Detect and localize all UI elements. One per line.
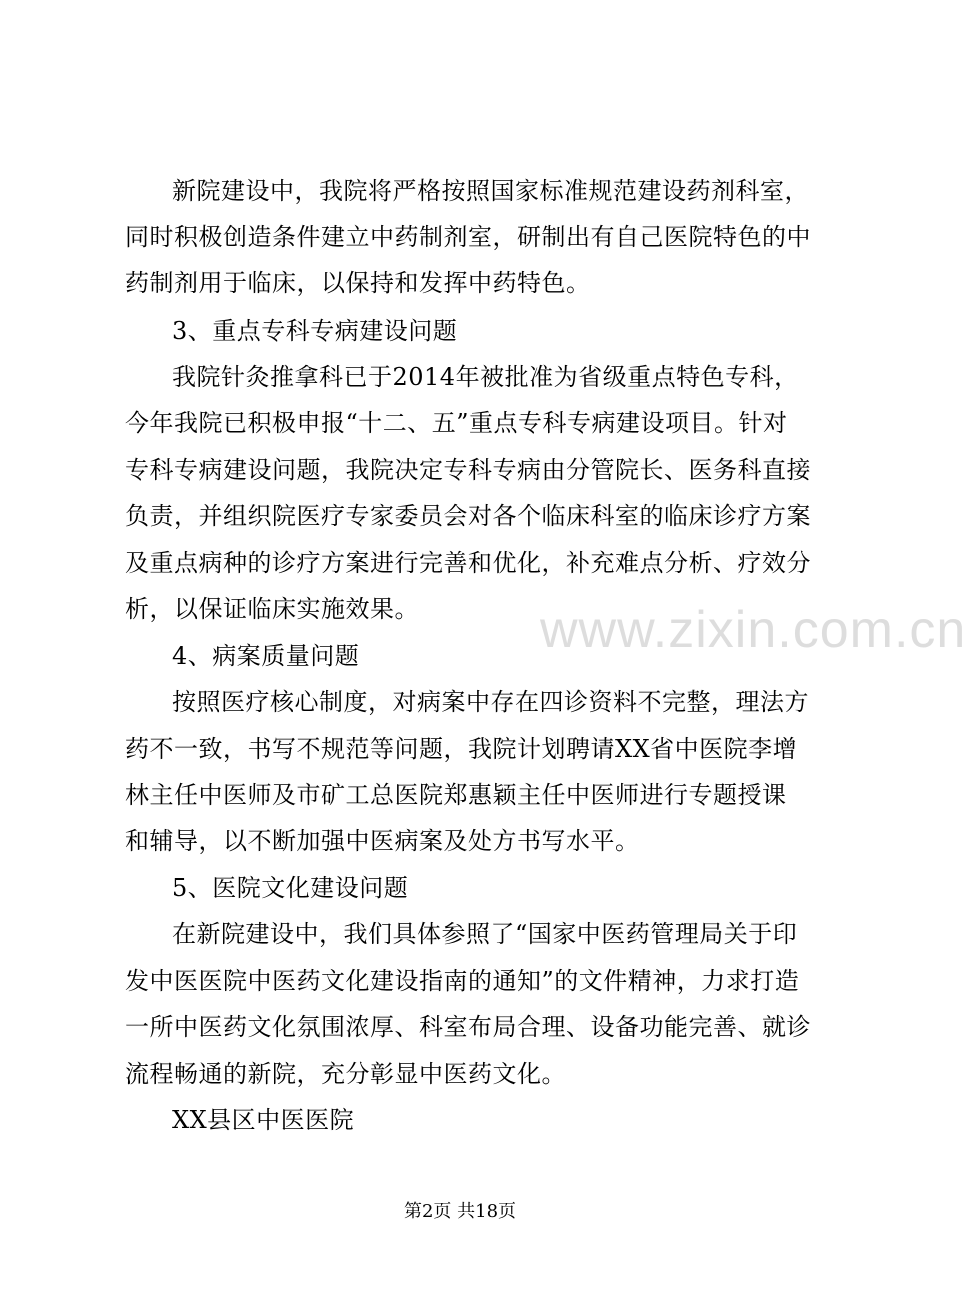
paragraph-line: 今年我院已积极申报“十二、五”重点专科专病建设项目。针对: [125, 409, 788, 437]
paragraph-line: 在新院建设中，我们具体参照了“国家中医药管理局关于印: [172, 920, 798, 948]
paragraph-line: 我院针灸推拿科已于2014年被批准为省级重点特色专科，: [172, 363, 799, 391]
paragraph-line: 和辅导，以不断加强中医病案及处方书写水平。: [125, 827, 640, 855]
section-heading: 5、医院文化建设问题: [172, 874, 409, 902]
paragraph-line: 药不一致，书写不规范等问题，我院计划聘请XX省中医院李增: [125, 735, 798, 763]
page-footer: 第2页 共18页: [403, 1201, 517, 1222]
paragraph-line: 同时积极创造条件建立中药制剂室，研制出有自己医院特色的中: [125, 223, 811, 251]
paragraph-line: 及重点病种的诊疗方案进行完善和优化，补充难点分析、疗效分: [125, 549, 811, 577]
watermark: www.zixin.com.cn: [540, 601, 966, 659]
paragraph-line: 析，以保证临床实施效果。: [125, 595, 419, 623]
paragraph-line: 负责，并组织院医疗专家委员会对各个临床科室的临床诊疗方案: [125, 502, 811, 530]
paragraph-line: 新院建设中，我院将严格按照国家标准规范建设药剂科室，: [172, 177, 809, 205]
section-heading: 4、病案质量问题: [172, 642, 360, 670]
paragraph-line: 流程畅通的新院，充分彰显中医药文化。: [125, 1060, 566, 1088]
signature-line: XX县区中医医院: [172, 1106, 355, 1134]
paragraph-line: 一所中医药文化氛围浓厚、科室布局合理、设备功能完善、就诊: [125, 1013, 811, 1041]
paragraph-line: 专科专病建设问题，我院决定专科专病由分管院长、医务科直接: [125, 456, 811, 484]
paragraph-line: 按照医疗核心制度，对病案中存在四诊资料不完整，理法方: [172, 688, 809, 716]
paragraph-line: 林主任中医师及市矿工总医院郑惠颖主任中医师进行专题授课: [125, 781, 787, 809]
section-heading: 3、重点专科专病建设问题: [172, 317, 458, 345]
paragraph-line: 发中医医院中医药文化建设指南的通知”的文件精神，力求打造: [125, 967, 800, 995]
paragraph-line: 药制剂用于临床，以保持和发挥中药特色。: [125, 269, 591, 297]
